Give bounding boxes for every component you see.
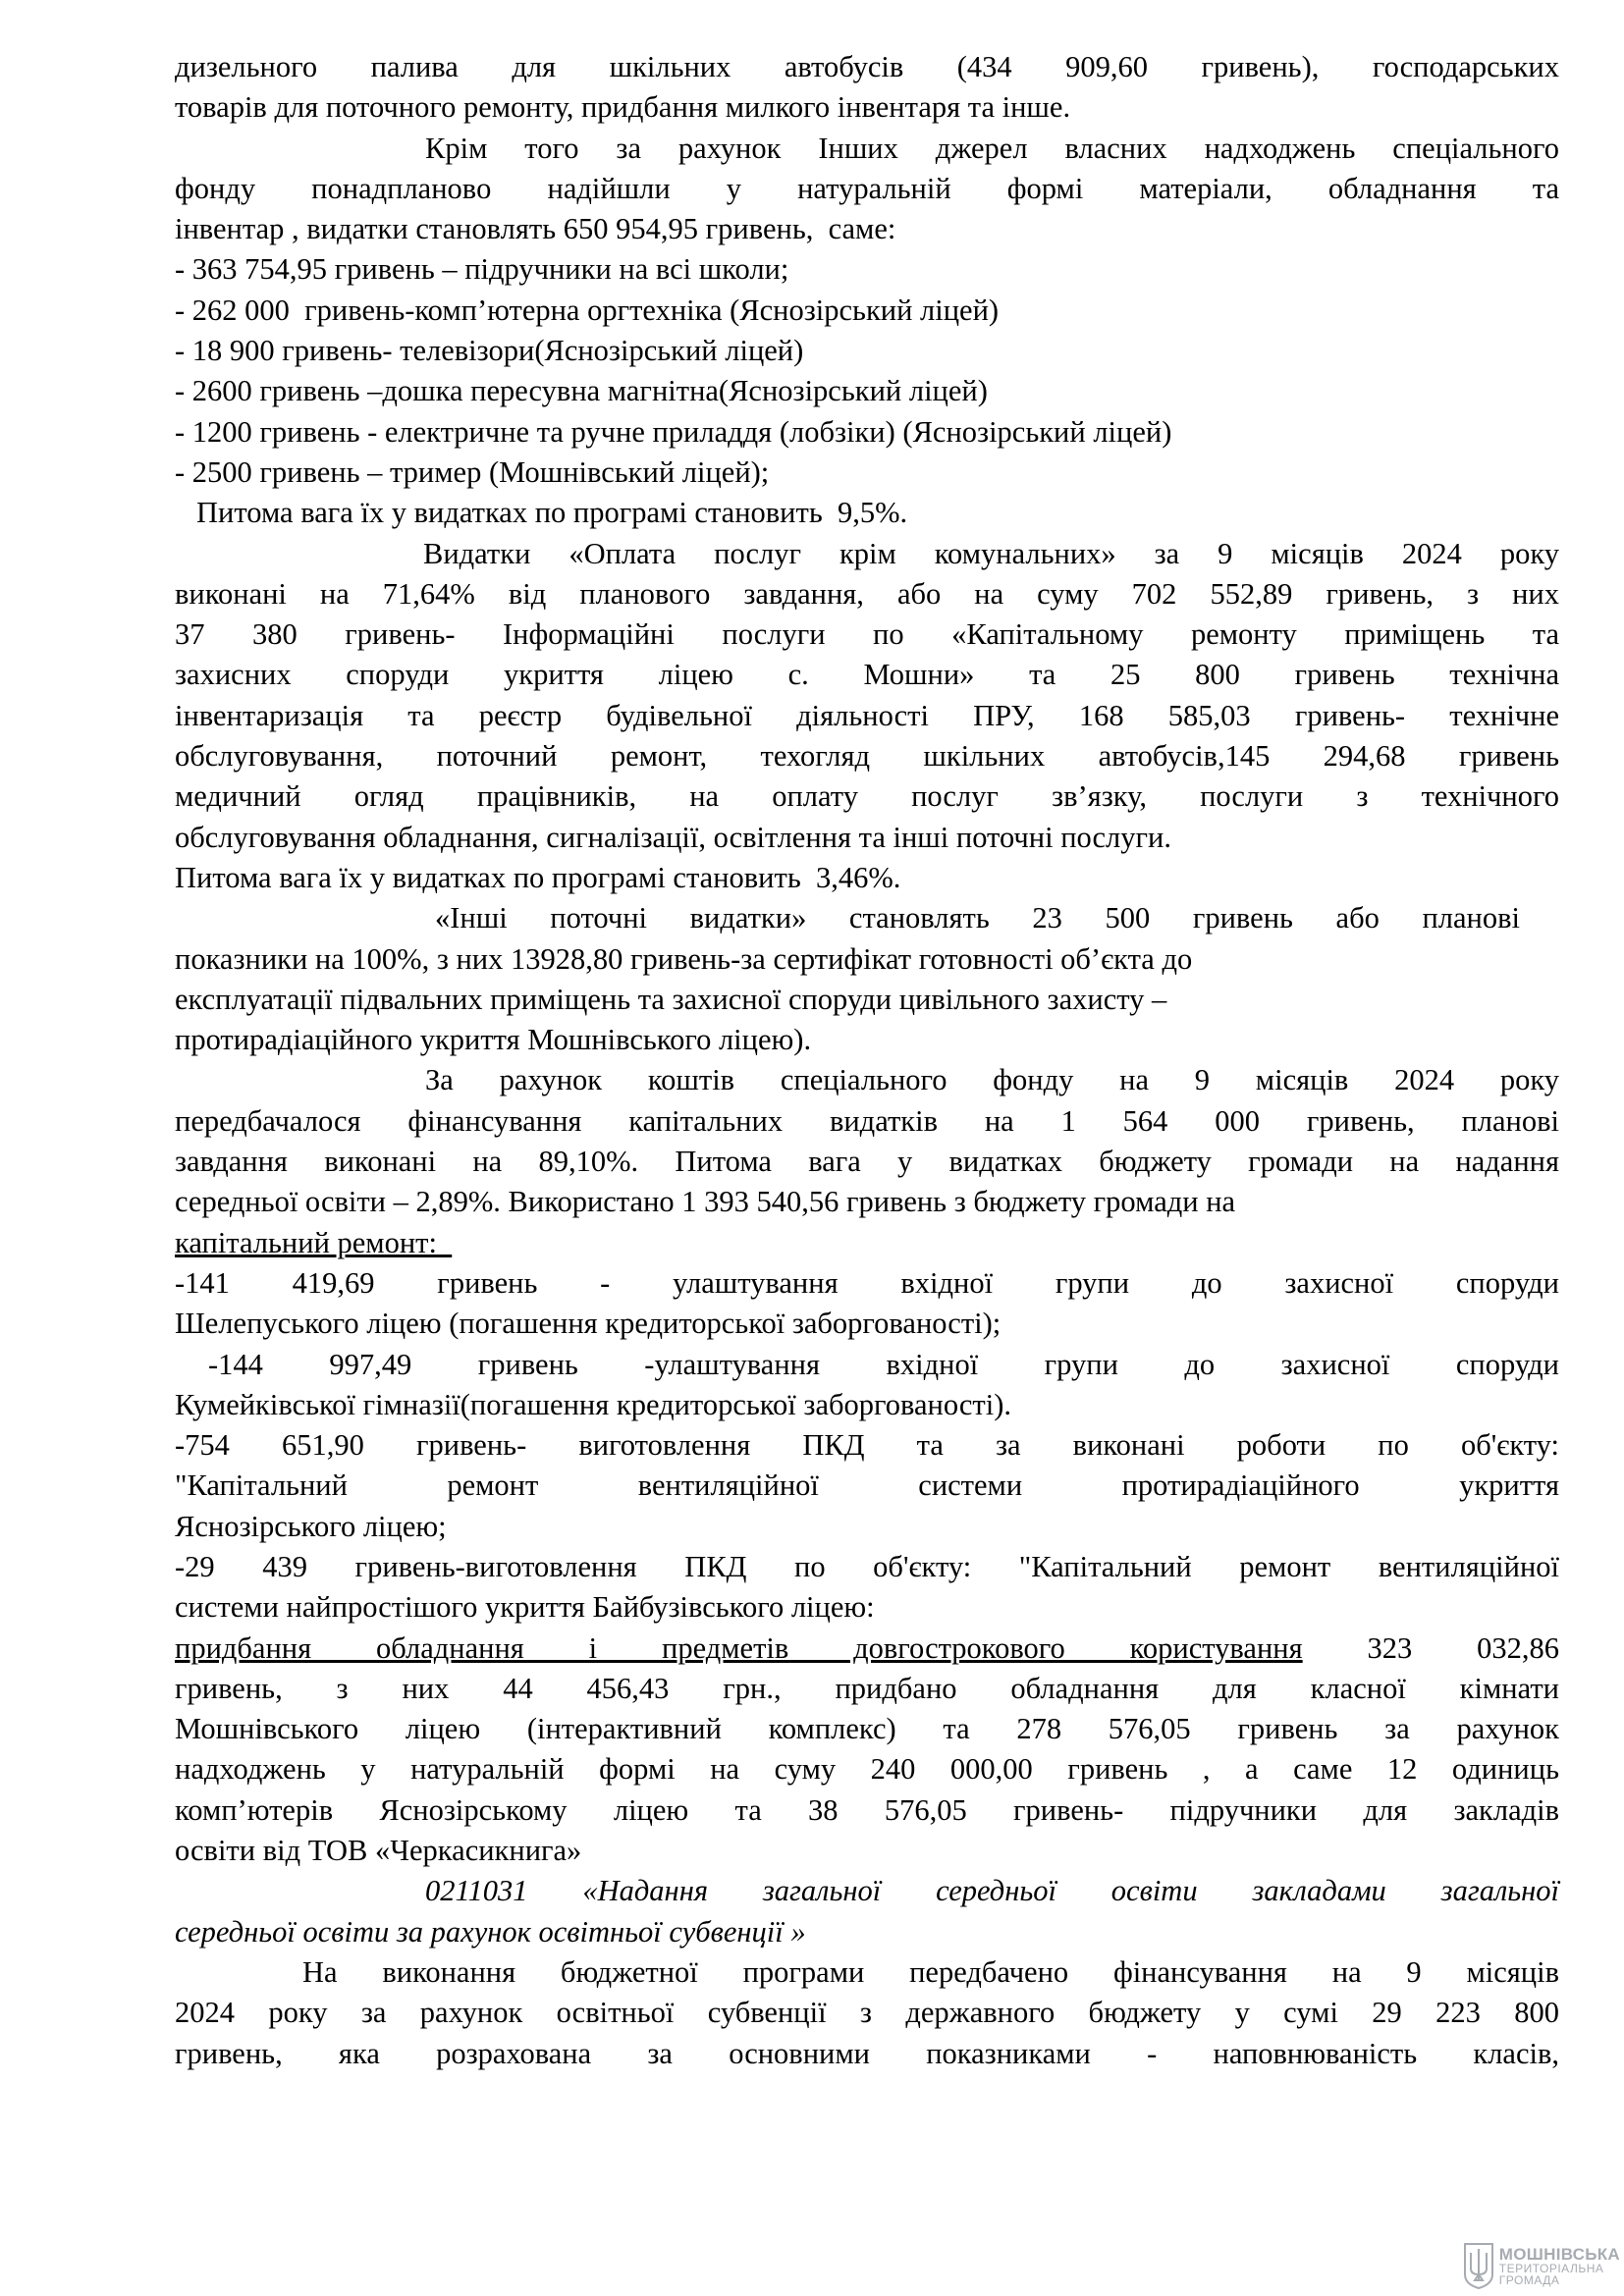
logo-line-2: ТЕРИТОРІАЛЬНА	[1498, 2261, 1604, 2275]
text-line: Питома вага їх у видатках по програмі становить 9,5%.	[196, 496, 908, 530]
text-line: середньої освіти – 2,89%. Використано 1 393 540,56 гривень з бюджету громади на	[175, 1185, 1236, 1219]
text-line: дизельного палива для шкільних автобусів (434 909,60 гривень), господарських	[175, 50, 1559, 83]
text-line: фонду понадплановo надійшли у натуральній формі матеріали, обладнання та	[175, 171, 1559, 205]
text-line: гривень, яка розрахована за основними показниками - наповнюваність класів,	[175, 2036, 1559, 2070]
text-line: 2024 року за рахунок освітньої субвенції з державного бюджету у сумі 29 223 800	[175, 1996, 1559, 2030]
text-line	[175, 1629, 1559, 1669]
text-line: Крім того за рахунок Інших джерел власних надходжень спеціального	[425, 131, 1559, 165]
list-item: - 2500 гривень – тример (Мошнівський ліцей);	[175, 454, 770, 489]
text-line: Кумейківської гімназії(погашення кредиторської заборгованості).	[175, 1387, 1012, 1421]
section-heading-equipment: придбання обладнання і предметів довгострокового користування	[175, 1630, 1303, 1665]
list-item: - 18 900 гривень- телевізори(Яснозірський ліцей)	[175, 334, 804, 368]
text-line: 37 380 гривень- Інформаційні послуги по «Капітальному ремонту приміщень та	[175, 617, 1559, 652]
list-item: - 1200 гривень - електричне та ручне приладдя (лобзіки) (Яснозірський ліцей)	[175, 414, 1172, 449]
text-line: Мошнівського ліцею (інтерактивний комплекс) та 278 576,05 гривень за рахунок	[175, 1712, 1559, 1746]
text-line: передбачалося фінансування капітальних видатків на 1 564 000 гривень, планові	[175, 1103, 1559, 1138]
text-line: Яснозірського ліцею;	[175, 1509, 447, 1543]
text-line: гривень, з них 44 456,43 грн., придбано обладнання для класної кімнати	[175, 1671, 1559, 1705]
program-title: 0211031 «Надання загальної середньої освіти закладами загальної	[425, 1874, 1559, 1908]
text-line: За рахунок коштів спеціального фонду на 9 місяців 2024 року	[425, 1063, 1559, 1097]
section-heading-capital-repair: капітальний ремонт:	[175, 1225, 453, 1259]
text-line: інвентар , видатки становлять 650 954,95 гривень, саме:	[175, 212, 896, 246]
text-line: Питома вага їх у видатках по програмі становить 3,46%.	[175, 860, 901, 894]
text-line: обслуговування, поточний ремонт, техогляд шкільних автобусів,145 294,68 гривень	[175, 739, 1559, 774]
logo-line-3: ГРОМАДА	[1498, 2272, 1560, 2287]
text-line: -29 439 гривень-виготовлення ПКД по об'єкту: "Капітальний ремонт вентиляційної	[175, 1549, 1559, 1583]
list-item: - 363 754,95 гривень – підручники на всі школи;	[175, 252, 789, 287]
text-line: системи найпростішого укриття Байбузівського ліцею:	[175, 1590, 875, 1625]
text-line: освіти від ТОВ «Черкасикнига»	[175, 1834, 582, 1868]
text-line: медичний огляд працівників, на оплату послуг зв’язку, послуги з технічного	[175, 779, 1559, 814]
text-line: інвентаризація та реєстр будівельної діяльності ПРУ, 168 585,03 гривень- технічне	[175, 698, 1559, 732]
logo-text	[1499, 2246, 1620, 2286]
text-line: товарів для поточного ремонту, придбання милкого інвентаря та інше.	[175, 90, 1071, 125]
text-line: «Інші поточні видатки» становлять 23 500 гривень або планові	[435, 901, 1520, 935]
list-item: - 2600 гривень –дошка пересувна магнітна(Яснозірський ліцей)	[175, 374, 988, 408]
list-item: - 262 000 гривень-комп’ютерна оргтехніка (Яснозірський ліцей)	[175, 293, 1000, 327]
text-line: -144 997,49 гривень -улаштування вхідної групи до захисної споруди	[208, 1347, 1559, 1381]
text-line: експлуатації підвальних приміщень та захисної споруди цивільного захисту –	[175, 982, 1167, 1016]
program-title: середньої освіти за рахунок освітньої субвенції »	[175, 1914, 806, 1949]
text-line: На виконання бюджетної програми передбачено фінансування на 9 місяців	[302, 1954, 1559, 1989]
text-line: показники на 100%, з них 13928,80 гривень-за сертифікат готовності об’єкта до	[175, 941, 1193, 976]
text-line: завдання виконані на 89,10%. Питома вага у видатках бюджету громади на надання	[175, 1145, 1559, 1179]
text-line: Видатки «Оплата послуг крім комунальних» за 9 місяців 2024 року	[423, 536, 1559, 570]
logo-line-1: МОШНІВСЬКА	[1498, 2244, 1620, 2264]
text-line: надходжень у натуральній формі на суму 240 000,00 гривень , а саме 12 одиниць	[175, 1752, 1559, 1787]
text-line: Шелепуського ліцею (погашення кредиторської заборгованості);	[175, 1307, 1001, 1341]
text-line: протирадіаційного укриття Мошнівського ліцею).	[175, 1023, 812, 1057]
equipment-amount: 323 032,86	[1367, 1630, 1559, 1665]
text-line: -754 651,90 гривень- виготовлення ПКД та за виконані роботи по об'єкту:	[175, 1428, 1559, 1463]
text-line: -141 419,69 гривень - улаштування вхідної групи до захисної споруди	[175, 1265, 1559, 1300]
text-line: "Капітальний ремонт вентиляційної системи протирадіаційного укриття	[175, 1468, 1559, 1503]
trident-emblem-icon	[1462, 2241, 1495, 2290]
text-line: захисних споруди укриття ліцею с. Мошни» та 25 800 гривень технічна	[175, 658, 1559, 692]
document-page	[175, 47, 1559, 2074]
text-line: обслуговування обладнання, сигналізації, освітлення та інші поточні послуги.	[175, 820, 1171, 854]
text-line: виконані на 71,64% від планового завдання, або на суму 702 552,89 гривень, з них	[175, 576, 1559, 611]
text-line: комп’ютерів Яснозірському ліцею та 38 576,05 гривень- підручники для закладів	[175, 1792, 1559, 1827]
community-logo	[1462, 2241, 1620, 2290]
